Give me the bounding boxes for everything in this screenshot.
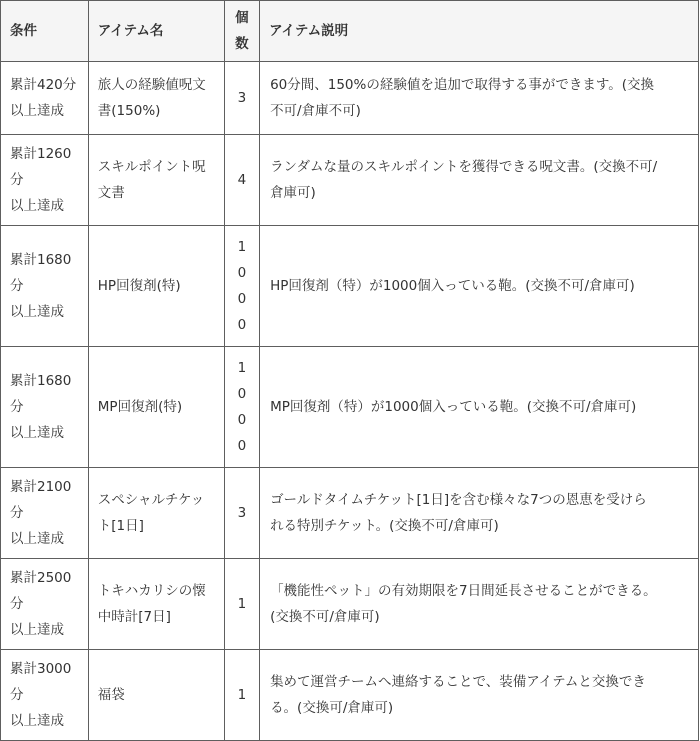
description-cell: MP回復剤（特）が1000個入っている鞄。(交換不可/倉庫可) [260,347,699,468]
header-item-name: アイテム名 [88,1,224,62]
quantity-digit: 0 [237,291,247,307]
table-row [1,347,699,468]
condition-line: 以上達成 [10,304,64,320]
quantity-cell: 1 [224,559,259,650]
condition-line: 累計3000分 [10,661,72,703]
condition-cell [1,468,89,559]
condition-cell [1,62,89,135]
condition-line: 累計2500分 [10,570,72,612]
header-description: アイテム説明 [260,1,699,62]
description-line: 倉庫可) [270,185,316,201]
table-row [1,650,699,741]
item-name-line: スキルポイント呪 [97,159,206,175]
table-row [1,226,699,347]
description-cell [260,62,699,135]
item-name-line: 旅人の経験値呪文 [97,77,206,93]
description-cell [260,468,699,559]
condition-line: 累計1260分 [10,146,72,188]
description-line: 不可/倉庫不可) [270,103,361,119]
description-line: る。(交換可/倉庫可) [270,700,394,716]
description-cell [260,135,699,226]
table-row [1,468,699,559]
item-name-cell [88,62,224,135]
table-row [1,135,699,226]
item-name-cell: MP回復剤(特) [88,347,224,468]
quantity-cell: 3 [224,62,259,135]
condition-line: 以上達成 [10,425,64,441]
condition-cell [1,559,89,650]
item-name-cell [88,468,224,559]
description-line: ゴールドタイムチケット[1日]を含む様々な7つの恩恵を受けら [270,492,647,508]
quantity-digit: 0 [237,386,247,402]
quantity-cell [224,226,259,347]
condition-line: 以上達成 [10,531,64,547]
description-line: 「機能性ペット」の有効期限を7日間延長させることができる。 [270,583,657,599]
quantity-digit: 1 [237,360,247,376]
table-row [1,559,699,650]
header-quantity-line1: 個 [235,10,249,26]
condition-cell [1,135,89,226]
description-line: れる特別チケット。(交換不可/倉庫可) [270,518,499,534]
condition-cell [1,650,89,741]
quantity-digit: 0 [237,438,247,454]
header-row [1,1,699,62]
item-name-line: ト[1日] [97,518,144,534]
description-cell [260,559,699,650]
condition-line: 累計2100分 [10,479,72,521]
header-quantity [224,1,259,62]
condition-line: 累計1680分 [10,252,72,294]
description-line: 集めて運営チームへ連絡することで、装備アイテムと交換でき [270,674,646,690]
header-condition: 条件 [1,1,89,62]
item-name-line: 中時計[7日] [97,609,171,625]
item-name-cell: 福袋 [88,650,224,741]
quantity-digit: 0 [237,265,247,281]
quantity-cell: 4 [224,135,259,226]
description-cell: HP回復剤（特）が1000個入っている鞄。(交換不可/倉庫可) [260,226,699,347]
condition-line: 以上達成 [10,198,64,214]
description-line: ランダムな量のスキルポイントを獲得できる呪文書。(交換不可/ [270,159,658,175]
item-name-line: 文書 [97,185,125,201]
quantity-digit: 0 [237,317,247,333]
condition-line: 以上達成 [10,103,64,119]
condition-line: 以上達成 [10,622,64,638]
quantity-cell [224,347,259,468]
quantity-digit: 1 [237,239,247,255]
condition-line: 累計1680分 [10,373,72,415]
header-quantity-line2: 数 [235,36,249,52]
item-name-line: 書(150%) [97,103,161,119]
item-name-cell [88,135,224,226]
table-row [1,62,699,135]
item-name-cell: HP回復剤(特) [88,226,224,347]
item-name-line: トキハカリシの懐 [97,583,206,599]
quantity-cell: 3 [224,468,259,559]
condition-cell [1,347,89,468]
quantity-digit: 0 [237,412,247,428]
description-cell [260,650,699,741]
quantity-cell: 1 [224,650,259,741]
condition-line: 累計420分 [10,77,77,93]
condition-line: 以上達成 [10,713,64,729]
description-line: (交換不可/倉庫可) [270,609,380,625]
item-name-line: スペシャルチケッ [97,492,205,508]
item-name-cell [88,559,224,650]
condition-cell [1,226,89,347]
description-line: 60分間、150%の経験値を追加で取得する事ができます。(交換 [270,77,655,93]
